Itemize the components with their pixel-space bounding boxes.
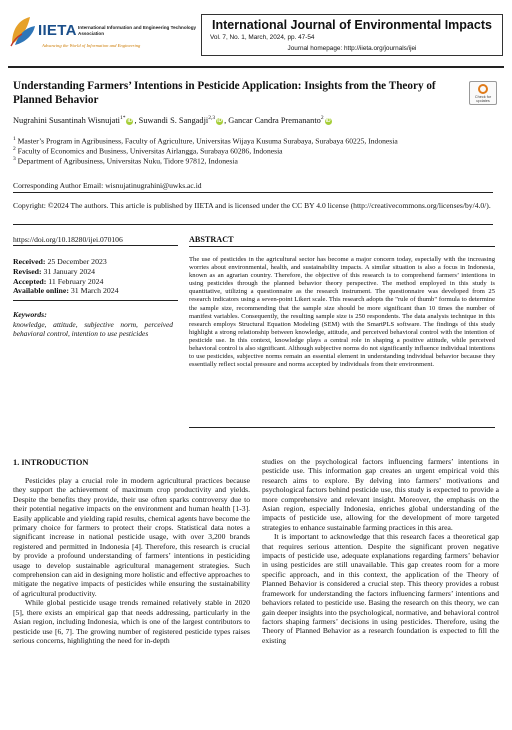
- corr-divider: [13, 192, 493, 193]
- author-name: Nugrahini Susantinah Wisnujati: [13, 115, 120, 125]
- corresponding-label: Corresponding Author Email:: [13, 181, 104, 190]
- author-affil-sup: 2,3: [208, 115, 216, 121]
- orcid-icon[interactable]: iD: [127, 117, 133, 124]
- date-revised: Revised: 31 January 2024: [13, 266, 96, 276]
- journal-issue: Vol. 7, No. 1, March, 2024, pp. 47-54: [210, 34, 315, 41]
- date-accepted: Accepted: 11 February 2024: [13, 276, 104, 286]
- author-affil-sup: 1*: [119, 115, 126, 121]
- publisher-logo: [8, 14, 208, 54]
- abstract-text: The use of pesticides in the agricultural sector has become a major concern today, especially with the increasing worries about environmental, health, and sustainability impacts. A similar situation is also a focus in Indonesia, known as an agrarian country. Therefore, the objective of this research is to comprehend farmers’ intentions in using pesticides through the planned behavior theory perspective. The method employed in this study is quantitative, utilizing a questionnaire as the research instrument. The questionnaire was developed from 25 research indicators using a seven-point Likert scale. This research adopts the "rule of thumb" formula to determine the sample size, recommending that the sample size should be more significant than 10 times the number of manifest variables. Consequently, the resulting sample size is 250 respondents. The data analysis technique in this research employs Structural Equation Modeling (SEM) with the SmartPLS software. The findings of this study highlight a strong relationship between knowledge, attitude, and perceived behavioral control with the intention of pesticide use. In this context, knowledge plays a central role in shaping a positive attitude, while perceived behavioral control is also significant. Although subjective norms do not significantly influence individual intentions to use pesticides, subjective norms remain an essential element in understanding individual behavior because they essentially reflect social pressure and norms accepted by individuals from their environment.: [189, 256, 495, 369]
- body-column-left: [13, 476, 250, 645]
- abstract-top-divider: [189, 246, 495, 247]
- author-list: Nugrahini Susantinah Wisnujati$^{1*}$ iD , Suwandi S. Sangadji$^{2,3}$ iD , Gancar Candra Premananto$^2$ iD: [13, 115, 331, 125]
- paper-title: Understanding Farmers’ Intentions in Pesticide Application: Insights from the Theory of Planned Behavior: [13, 80, 436, 106]
- corresponding-email-link[interactable]: wisnujatinugrahini@uwks.ac.id: [105, 181, 202, 190]
- iieta-leaf-icon: [8, 14, 38, 48]
- affiliation-3: $^3$ Department of Agribusiness, Universitas Nuku, Tidore 97812, Indonesia: [13, 156, 238, 166]
- date-available: Available online: 31 March 2024: [13, 286, 119, 296]
- affiliation-1: $^1$ Master’s Program in Agribusiness, Faculty of Agriculture, Universitas Wijaya Kusuma Surabaya, Surabaya 60225, Indonesia: [13, 136, 398, 146]
- body-paragraph: Pesticides play a crucial role in modern agricultural practices because they support the achievement of maximum crop productivity and yields. Despite the benefits they provide, their use often sparks controversy due to their potential negative impacts on the environment and human health [1-3]. Easily applicable and yielding rapid results, chemical agents have become the primary choice for farmers to protect their crops. Statistical data notes a significant increase in national pesticide usage, with over 3,200 brands registered and permitted in Indonesia [4]. Therefore, this research is crucial by provide a profound understanding of farmers’ intentions in pesticiding usage to develop sustainable agricultural management strategies. Such comprehension can aid in designing more holistic and effective approaches to mitigate the negative impacts of pesticides while ensuring the sustainability of agricultural productivity.: [13, 476, 250, 598]
- author-name: Gancar Candra Premananto: [228, 115, 321, 125]
- logo-tagline: Advancing the World of Information and Engineering: [42, 43, 141, 48]
- dates-divider: [13, 300, 178, 301]
- author-affil-sup: 2: [320, 115, 324, 121]
- orcid-icon[interactable]: iD: [325, 117, 331, 124]
- journal-homepage-link[interactable]: Journal homepage: http://iieta.org/journals/ijei: [287, 45, 417, 52]
- doi-divider: [13, 245, 178, 246]
- corresponding-author: [13, 181, 202, 190]
- abstract-bottom-divider: [189, 427, 495, 428]
- section-heading-introduction: 1. INTRODUCTION: [13, 458, 89, 467]
- logo-organization: International Information and Engineering Technology Association: [78, 25, 197, 36]
- copyright-notice: Copyright: ©2024 The authors. This article is published by IIETA and is licensed under the CC BY 4.0 license (http://creativecommons.org/licenses/by/4.0/).: [13, 201, 491, 210]
- journal-title: International Journal of Environmental Impacts: [212, 18, 492, 32]
- article-dates: [13, 257, 119, 296]
- author-name: Suwandi S. Sangadji: [138, 115, 209, 125]
- header-divider: [8, 66, 504, 68]
- body-paragraph: studies on the psychological factors influencing farmers’ intentions in pesticide use. This information gap creates an urgent empirical void this research aims to explore. By delving into farmers’ motivations and psychological factors behind pesticide use, this study is expected to provide a more comprehensive and relevant insight. Moreover, the emphasis on the Asian region, especially Indonesia, enriches global understanding of the impacts of pesticide use, allowing for the development of more targeted strategies to enhance sustainable farming practices in this area.: [262, 457, 499, 532]
- journal-header-box: [201, 14, 503, 56]
- affiliation-2: $^2$ Faculty of Economics and Business, Universitas Airlangga, Surabaya 60286, Indonesia: [13, 146, 283, 156]
- date-received: Received: 25 December 2023: [13, 257, 107, 266]
- body-paragraph: It is important to acknowledge that this research faces a theoretical gap that requires serious attention. Despite the significant proven negative impacts of pesticide use, adequate explanations regarding farmers’ behavior in using pesticides are still unavailable. This gap creates room for a more specific approach, and in this context, the application of the Theory of Planned Behavior is considered a crucial step. This theory provides a robust framework for understanding the factors influencing farmers’ intentions and behaviors related to pesticide use. Basing the research on this theory, we can gain deeper insights into the psychological, normative, and behavioral control factors shaping farmers’ decisions in using pesticides. Therefore, using the Theory of Planned Behavior as a research foundation is expected to fill the existing: [262, 532, 499, 645]
- keywords-heading: Keywords:: [13, 310, 47, 319]
- orcid-icon[interactable]: iD: [217, 117, 223, 124]
- check-updates-icon: [478, 84, 488, 94]
- abstract-heading: ABSTRACT: [189, 235, 234, 244]
- check-for-updates-button[interactable]: [469, 81, 497, 105]
- logo-wordmark: IIETA: [38, 22, 77, 39]
- doi-link[interactable]: https://doi.org/10.18280/ijei.070106: [13, 235, 123, 244]
- check-updates-label: Check for updates: [474, 95, 492, 104]
- body-paragraph: While global pesticide usage trends remained relatively stable in 2020 [5], there exists an empirical gap that needs addressing, particularly in the Asian region, including Indonesia, which is one of the largest contributors to pesticide use [6, 7]. The growing number of registered pesticide types raises serious concerns, highlighting the need for in-depth: [13, 598, 250, 645]
- keywords-list: knowledge, attitude, subjective norm, perceived behavioral control, intention to use pesticides: [13, 320, 173, 339]
- copyright-divider: [13, 224, 493, 225]
- body-column-right: [262, 457, 499, 645]
